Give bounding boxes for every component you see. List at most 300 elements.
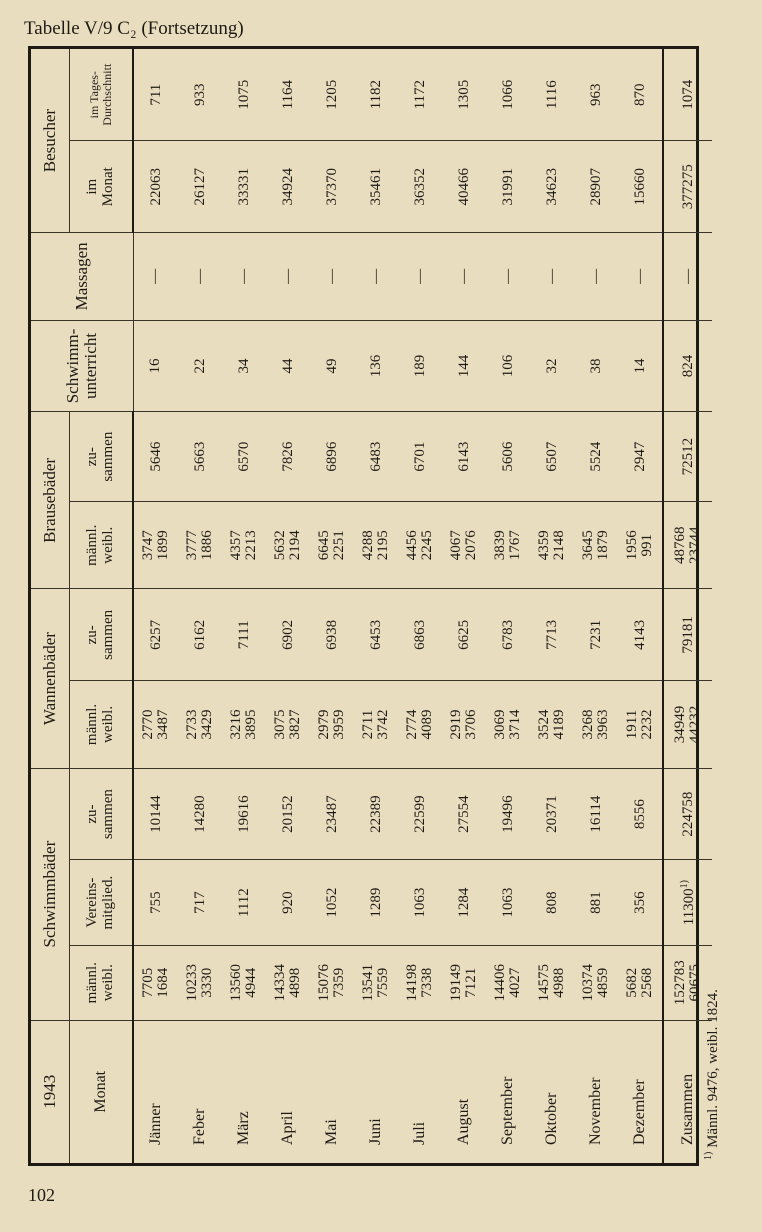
cell-value: 19496 bbox=[499, 795, 516, 833]
cell-besucher-tages bbox=[574, 49, 618, 141]
cell-value: 6701 bbox=[411, 441, 428, 472]
header-brause-zusammen: zu- sammen bbox=[70, 412, 134, 502]
cell-value: 5682 2568 bbox=[624, 967, 655, 998]
cell-value: 40466 bbox=[455, 168, 472, 206]
cell-value: 711 bbox=[147, 83, 164, 106]
cell-schwimm-vereins bbox=[133, 860, 178, 945]
cell-massagen bbox=[530, 233, 574, 320]
cell-value: — bbox=[679, 268, 696, 284]
cell-unterricht bbox=[178, 320, 222, 412]
cell-value: 20152 bbox=[279, 795, 296, 833]
cell-brause-mw bbox=[530, 501, 574, 588]
cell-value: 144 bbox=[455, 354, 472, 378]
cell-value: 6938 bbox=[323, 619, 340, 650]
cell-schwimm-zusammen bbox=[310, 768, 354, 860]
cell-value: 34 bbox=[235, 358, 252, 374]
cell-value: 1063 bbox=[499, 887, 516, 918]
cell-besucher-monat bbox=[618, 141, 663, 233]
cell-wannen-zusammen bbox=[354, 589, 398, 681]
cell-value: 14334 4898 bbox=[272, 963, 303, 1002]
cell-wannen-zusammen bbox=[266, 589, 310, 681]
cell-unterricht bbox=[663, 320, 712, 412]
cell-month bbox=[222, 1020, 266, 1163]
cell-value: 36352 bbox=[411, 168, 428, 206]
cell-value: 1172 bbox=[411, 79, 428, 110]
cell-value: — bbox=[235, 268, 252, 284]
cell-value: 3268 3963 bbox=[580, 709, 611, 740]
cell-wannen-mw bbox=[442, 681, 486, 768]
cell-besucher-tages bbox=[354, 49, 398, 141]
cell-brause-mw bbox=[618, 501, 663, 588]
cell-value: — bbox=[323, 268, 340, 284]
cell-schwimm-zusammen bbox=[178, 768, 222, 860]
cell-massagen bbox=[133, 233, 178, 320]
cell-schwimm-mw bbox=[486, 945, 530, 1020]
cell-value: 33331 bbox=[235, 168, 252, 206]
table-row bbox=[398, 49, 442, 1163]
cell-value: 2979 3959 bbox=[316, 709, 347, 740]
cell-value: April bbox=[279, 1111, 296, 1145]
cell-value: 755 bbox=[147, 891, 164, 914]
cell-brause-mw bbox=[310, 501, 354, 588]
cell-value: März bbox=[235, 1111, 252, 1145]
cell-wannen-zusammen bbox=[442, 589, 486, 681]
cell-brause-zusammen bbox=[574, 412, 618, 502]
cell-schwimm-mw bbox=[574, 945, 618, 1020]
cell-value: 3524 4189 bbox=[536, 709, 567, 740]
cell-value: 32 bbox=[543, 358, 560, 374]
cell-wannen-mw bbox=[663, 681, 712, 768]
cell-brause-zusammen bbox=[618, 412, 663, 502]
table-row bbox=[618, 49, 663, 1163]
table-row bbox=[530, 49, 574, 1163]
cell-value: 13560 4944 bbox=[228, 963, 259, 1002]
cell-brause-mw bbox=[574, 501, 618, 588]
header-schwimmunterricht: Schwimm- unterricht bbox=[31, 320, 133, 412]
cell-value: 38 bbox=[587, 358, 604, 374]
cell-value: — bbox=[147, 268, 164, 284]
cell-value: 3645 1879 bbox=[580, 530, 611, 561]
cell-schwimm-vereins bbox=[574, 860, 618, 945]
cell-value: 152783 60675 bbox=[672, 960, 703, 1006]
cell-brause-mw bbox=[398, 501, 442, 588]
cell-value: — bbox=[191, 268, 208, 284]
cell-wannen-mw bbox=[618, 681, 663, 768]
cell-value: 15076 7359 bbox=[316, 963, 347, 1002]
cell-value: 10144 bbox=[147, 795, 164, 833]
cell-value: 933 bbox=[191, 83, 208, 106]
cell-besucher-tages bbox=[178, 49, 222, 141]
cell-unterricht bbox=[618, 320, 663, 412]
cell-value: 7713 bbox=[543, 619, 560, 650]
cell-value: 1063 bbox=[411, 887, 428, 918]
cell-value: 6507 bbox=[543, 441, 560, 472]
cell-brause-zusammen bbox=[663, 412, 712, 502]
cell-value: 920 bbox=[279, 891, 296, 914]
cell-value: September bbox=[499, 1076, 516, 1145]
cell-value: Juni bbox=[367, 1118, 384, 1145]
cell-schwimm-zusammen bbox=[530, 768, 574, 860]
cell-brause-zusammen bbox=[486, 412, 530, 502]
cell-value: 1112 bbox=[235, 888, 252, 918]
cell-unterricht bbox=[486, 320, 530, 412]
header-schwimmbaeder: Schwimmbäder bbox=[31, 768, 70, 1020]
table-body bbox=[133, 49, 712, 1163]
cell-value: 8556 bbox=[631, 799, 648, 830]
cell-brause-mw bbox=[442, 501, 486, 588]
cell-schwimm-zusammen bbox=[663, 768, 712, 860]
cell-massagen bbox=[310, 233, 354, 320]
cell-schwimm-mw bbox=[618, 945, 663, 1020]
cell-value: 22 bbox=[191, 358, 208, 374]
cell-value: 2947 bbox=[631, 441, 648, 472]
cell-wannen-zusammen bbox=[530, 589, 574, 681]
cell-unterricht bbox=[310, 320, 354, 412]
cell-schwimm-vereins bbox=[266, 860, 310, 945]
cell-value: August bbox=[455, 1098, 472, 1145]
cell-value: 6453 bbox=[367, 619, 384, 650]
cell-wannen-zusammen bbox=[486, 589, 530, 681]
cell-wannen-mw bbox=[133, 681, 178, 768]
cell-value: 3216 3895 bbox=[228, 709, 259, 740]
cell-value: 6645 2251 bbox=[316, 530, 347, 561]
cell-value: 881 bbox=[587, 891, 604, 914]
cell-brause-mw bbox=[222, 501, 266, 588]
cell-besucher-tages bbox=[222, 49, 266, 141]
cell-schwimm-mw bbox=[442, 945, 486, 1020]
cell-value: 5606 bbox=[499, 441, 516, 472]
cell-value: 35461 bbox=[367, 168, 384, 206]
cell-besucher-monat bbox=[354, 141, 398, 233]
cell-value: — bbox=[499, 268, 516, 284]
header-schwimm-mw: männl. weibl. bbox=[70, 945, 134, 1020]
cell-value: 2774 4089 bbox=[404, 709, 435, 740]
cell-schwimm-vereins bbox=[486, 860, 530, 945]
cell-schwimm-mw bbox=[310, 945, 354, 1020]
cell-value: 19616 bbox=[235, 795, 252, 833]
cell-value: — bbox=[543, 268, 560, 284]
cell-value: 27554 bbox=[455, 795, 472, 833]
cell-value: 14406 4027 bbox=[492, 963, 523, 1002]
cell-wannen-zusammen bbox=[618, 589, 663, 681]
table-row bbox=[178, 49, 222, 1163]
cell-wannen-mw bbox=[222, 681, 266, 768]
header-wannen-zusammen: zu- sammen bbox=[70, 589, 134, 681]
cell-value: 5524 bbox=[587, 441, 604, 472]
cell-wannen-mw bbox=[310, 681, 354, 768]
cell-schwimm-zusammen bbox=[354, 768, 398, 860]
cell-value: 1052 bbox=[323, 887, 340, 918]
cell-massagen bbox=[178, 233, 222, 320]
cell-value: 1075 bbox=[235, 79, 252, 110]
cell-besucher-monat bbox=[486, 141, 530, 233]
cell-besucher-monat bbox=[663, 141, 712, 233]
cell-brause-zusammen bbox=[178, 412, 222, 502]
cell-value: 20371 bbox=[543, 795, 560, 833]
cell-value: 10374 4859 bbox=[580, 963, 611, 1002]
cell-value: 34949 44232 bbox=[672, 705, 703, 744]
cell-besucher-monat bbox=[178, 141, 222, 233]
table-area bbox=[28, 52, 703, 1166]
cell-value: 11300 bbox=[680, 888, 697, 926]
cell-massagen bbox=[266, 233, 310, 320]
cell-value: 2770 3487 bbox=[140, 709, 171, 740]
cell-value: 1116 bbox=[543, 80, 560, 110]
cell-wannen-mw bbox=[178, 681, 222, 768]
cell-value: 15660 bbox=[631, 168, 648, 206]
cell-value: 34924 bbox=[279, 168, 296, 206]
cell-wannen-mw bbox=[266, 681, 310, 768]
cell-schwimm-mw bbox=[266, 945, 310, 1020]
header-brausebaeder: Brausebäder bbox=[31, 412, 70, 589]
cell-value: 10233 3330 bbox=[184, 963, 215, 1002]
cell-month bbox=[266, 1020, 310, 1163]
cell-value: 3777 1886 bbox=[184, 530, 215, 561]
cell-value: 189 bbox=[411, 354, 428, 378]
header-wannen-mw: männl. weibl. bbox=[70, 681, 134, 768]
cell-month bbox=[354, 1020, 398, 1163]
cell-value: 1289 bbox=[367, 887, 384, 918]
cell-value: November bbox=[587, 1077, 604, 1145]
cell-value: 44 bbox=[279, 358, 296, 374]
statistics-table bbox=[31, 49, 712, 1163]
header-schwimm-vereins: Vereins- mitglied. bbox=[70, 860, 134, 945]
cell-besucher-tages bbox=[133, 49, 178, 141]
cell-value: 356 bbox=[631, 891, 648, 914]
cell-month bbox=[442, 1020, 486, 1163]
page-title: Tabelle V/9 C₂ (Fortsetzung) bbox=[24, 18, 244, 39]
cell-schwimm-zusammen bbox=[486, 768, 530, 860]
cell-brause-zusammen bbox=[354, 412, 398, 502]
cell-value: 6625 bbox=[455, 619, 472, 650]
cell-schwimm-vereins bbox=[310, 860, 354, 945]
cell-schwimm-zusammen bbox=[398, 768, 442, 860]
cell-value: 824 bbox=[679, 354, 696, 378]
cell-value: 3839 1767 bbox=[492, 530, 523, 561]
header-year: 1943 bbox=[31, 1020, 70, 1163]
cell-unterricht bbox=[133, 320, 178, 412]
cell-besucher-monat bbox=[530, 141, 574, 233]
cell-value: 4067 2076 bbox=[448, 530, 479, 561]
cell-value: 13541 7559 bbox=[360, 963, 391, 1002]
cell-value: 7705 1684 bbox=[140, 967, 171, 998]
cell-value: — bbox=[367, 268, 384, 284]
cell-month bbox=[310, 1020, 354, 1163]
cell-value: 6902 bbox=[279, 619, 296, 650]
cell-wannen-zusammen bbox=[133, 589, 178, 681]
cell-month bbox=[398, 1020, 442, 1163]
cell-besucher-monat bbox=[442, 141, 486, 233]
cell-value: 6257 bbox=[147, 619, 164, 650]
table-row bbox=[486, 49, 530, 1163]
cell-value: Jänner bbox=[147, 1103, 164, 1145]
cell-value: Dezember bbox=[631, 1079, 648, 1145]
cell-month bbox=[530, 1020, 574, 1163]
cell-massagen bbox=[663, 233, 712, 320]
cell-wannen-zusammen bbox=[398, 589, 442, 681]
cell-value: 5663 bbox=[191, 441, 208, 472]
footnote-marker: 1) bbox=[703, 1151, 714, 1160]
cell-schwimm-vereins bbox=[222, 860, 266, 945]
cell-value: 1911 2232 bbox=[624, 709, 655, 740]
cell-value: 3069 3714 bbox=[492, 709, 523, 740]
cell-value: 5646 bbox=[147, 441, 164, 472]
cell-unterricht bbox=[354, 320, 398, 412]
cell-brause-mw bbox=[178, 501, 222, 588]
cell-value: 16 bbox=[147, 358, 164, 374]
cell-value: 19149 7121 bbox=[448, 963, 479, 1002]
cell-besucher-monat bbox=[310, 141, 354, 233]
cell-value: 28907 bbox=[587, 168, 604, 206]
cell-value: 6570 bbox=[235, 441, 252, 472]
footnote-text: Männl. 9476, weibl. 1824. bbox=[705, 989, 721, 1152]
cell-besucher-tages bbox=[530, 49, 574, 141]
cell-value: 4359 2148 bbox=[536, 530, 567, 561]
cell-value: 22389 bbox=[367, 795, 384, 833]
cell-schwimm-vereins bbox=[354, 860, 398, 945]
cell-massagen bbox=[354, 233, 398, 320]
cell-unterricht bbox=[398, 320, 442, 412]
header-schwimm-zusammen: zu- sammen bbox=[70, 768, 134, 860]
cell-month bbox=[574, 1020, 618, 1163]
cell-schwimm-zusammen bbox=[266, 768, 310, 860]
cell-besucher-monat bbox=[133, 141, 178, 233]
cell-value: 16114 bbox=[587, 795, 604, 833]
cell-value: 22063 bbox=[147, 168, 164, 206]
cell-brause-zusammen bbox=[222, 412, 266, 502]
cell-value: 14198 7338 bbox=[404, 963, 435, 1002]
cell-value: 1305 bbox=[455, 79, 472, 110]
cell-value: 22599 bbox=[411, 795, 428, 833]
table-row bbox=[266, 49, 310, 1163]
table-row bbox=[133, 49, 178, 1163]
cell-wannen-zusammen bbox=[178, 589, 222, 681]
cell-schwimm-mw bbox=[222, 945, 266, 1020]
cell-schwimm-zusammen bbox=[618, 768, 663, 860]
cell-schwimm-mw bbox=[178, 945, 222, 1020]
cell-value: 14 bbox=[631, 358, 648, 374]
cell-value: 4456 2245 bbox=[404, 530, 435, 561]
header-besucher: Besucher bbox=[31, 49, 70, 233]
header-monat: Monat bbox=[70, 1020, 134, 1163]
cell-unterricht bbox=[574, 320, 618, 412]
cell-value: 4357 2213 bbox=[228, 530, 259, 561]
cell-schwimm-vereins bbox=[530, 860, 574, 945]
cell-value: 963 bbox=[587, 83, 604, 106]
page-number: 102 bbox=[28, 1185, 55, 1205]
cell-besucher-tages bbox=[398, 49, 442, 141]
cell-value: — bbox=[631, 268, 648, 284]
cell-value: — bbox=[411, 268, 428, 284]
cell-value: 2733 3429 bbox=[184, 709, 215, 740]
cell-massagen bbox=[486, 233, 530, 320]
cell-besucher-monat bbox=[222, 141, 266, 233]
cell-wannen-mw bbox=[354, 681, 398, 768]
cell-value: — bbox=[279, 268, 296, 284]
cell-value: 31991 bbox=[499, 168, 516, 206]
cell-brause-zusammen bbox=[442, 412, 486, 502]
header-besucher-tages: im Tages- Durchschnitt bbox=[70, 49, 134, 141]
cell-wannen-mw bbox=[486, 681, 530, 768]
cell-brause-mw bbox=[486, 501, 530, 588]
header-brause-mw: männl. weibl. bbox=[70, 501, 134, 588]
cell-besucher-tages bbox=[618, 49, 663, 141]
cell-value: 1284 bbox=[455, 887, 472, 918]
cell-value: 1164 bbox=[279, 79, 296, 110]
cell-value: — bbox=[455, 268, 472, 284]
cell-massagen bbox=[574, 233, 618, 320]
table-row bbox=[442, 49, 486, 1163]
cell-schwimm-mw bbox=[530, 945, 574, 1020]
cell-value: 1182 bbox=[367, 79, 384, 110]
cell-schwimm-vereins bbox=[618, 860, 663, 945]
table-row bbox=[222, 49, 266, 1163]
cell-value: Feber bbox=[191, 1108, 208, 1145]
cell-value: 106 bbox=[499, 354, 516, 378]
cell-value: 808 bbox=[543, 891, 560, 914]
cell-value: 2711 3742 bbox=[360, 709, 391, 740]
cell-value: Mai bbox=[323, 1119, 340, 1145]
cell-unterricht bbox=[530, 320, 574, 412]
cell-value: 6143 bbox=[455, 441, 472, 472]
cell-month bbox=[486, 1020, 530, 1163]
cell-value: 717 bbox=[191, 891, 208, 914]
table-row bbox=[354, 49, 398, 1163]
cell-month bbox=[133, 1020, 178, 1163]
cell-value: 7111 bbox=[235, 620, 252, 650]
cell-value: 6896 bbox=[323, 441, 340, 472]
cell-schwimm-vereins bbox=[398, 860, 442, 945]
cell-value: 3747 1899 bbox=[140, 530, 171, 561]
cell-massagen bbox=[618, 233, 663, 320]
cell-value: 3075 3827 bbox=[272, 709, 303, 740]
cell-value: 377275 bbox=[679, 164, 696, 210]
header-besucher-monat: im Monat bbox=[70, 141, 134, 233]
cell-value: 5632 2194 bbox=[272, 530, 303, 561]
cell-massagen bbox=[442, 233, 486, 320]
cell-value: 49 bbox=[323, 358, 340, 374]
table-row bbox=[310, 49, 354, 1163]
cell-value: 72512 bbox=[679, 437, 696, 476]
table-rotated bbox=[28, 46, 703, 1166]
cell-value: 23487 bbox=[323, 795, 340, 833]
cell-massagen bbox=[222, 233, 266, 320]
table-row bbox=[574, 49, 618, 1163]
cell-schwimm-mw bbox=[354, 945, 398, 1020]
cell-value: 48768 23744 bbox=[672, 526, 703, 564]
cell-brause-mw bbox=[663, 501, 712, 588]
cell-wannen-zusammen bbox=[663, 589, 712, 681]
cell-value: 14575 4988 bbox=[536, 963, 567, 1002]
cell-brause-zusammen bbox=[398, 412, 442, 502]
cell-value: 1956 991 bbox=[624, 530, 655, 561]
cell-value: Juli bbox=[411, 1121, 428, 1145]
cell-value: 7231 bbox=[587, 619, 604, 650]
cell-value: — bbox=[587, 268, 604, 284]
cell-schwimm-vereins bbox=[442, 860, 486, 945]
footnote bbox=[703, 930, 723, 1160]
cell-besucher-tages bbox=[663, 49, 712, 141]
cell-value: Oktober bbox=[543, 1092, 560, 1145]
cell-value: 6863 bbox=[411, 619, 428, 650]
cell-value: 4143 bbox=[631, 619, 648, 650]
cell-besucher-tages bbox=[266, 49, 310, 141]
cell-value: 37370 bbox=[323, 168, 340, 206]
cell-value: 1205 bbox=[323, 79, 340, 110]
cell-brause-mw bbox=[266, 501, 310, 588]
header-wannenbaeder: Wannenbäder bbox=[31, 589, 70, 768]
cell-brause-mw bbox=[133, 501, 178, 588]
